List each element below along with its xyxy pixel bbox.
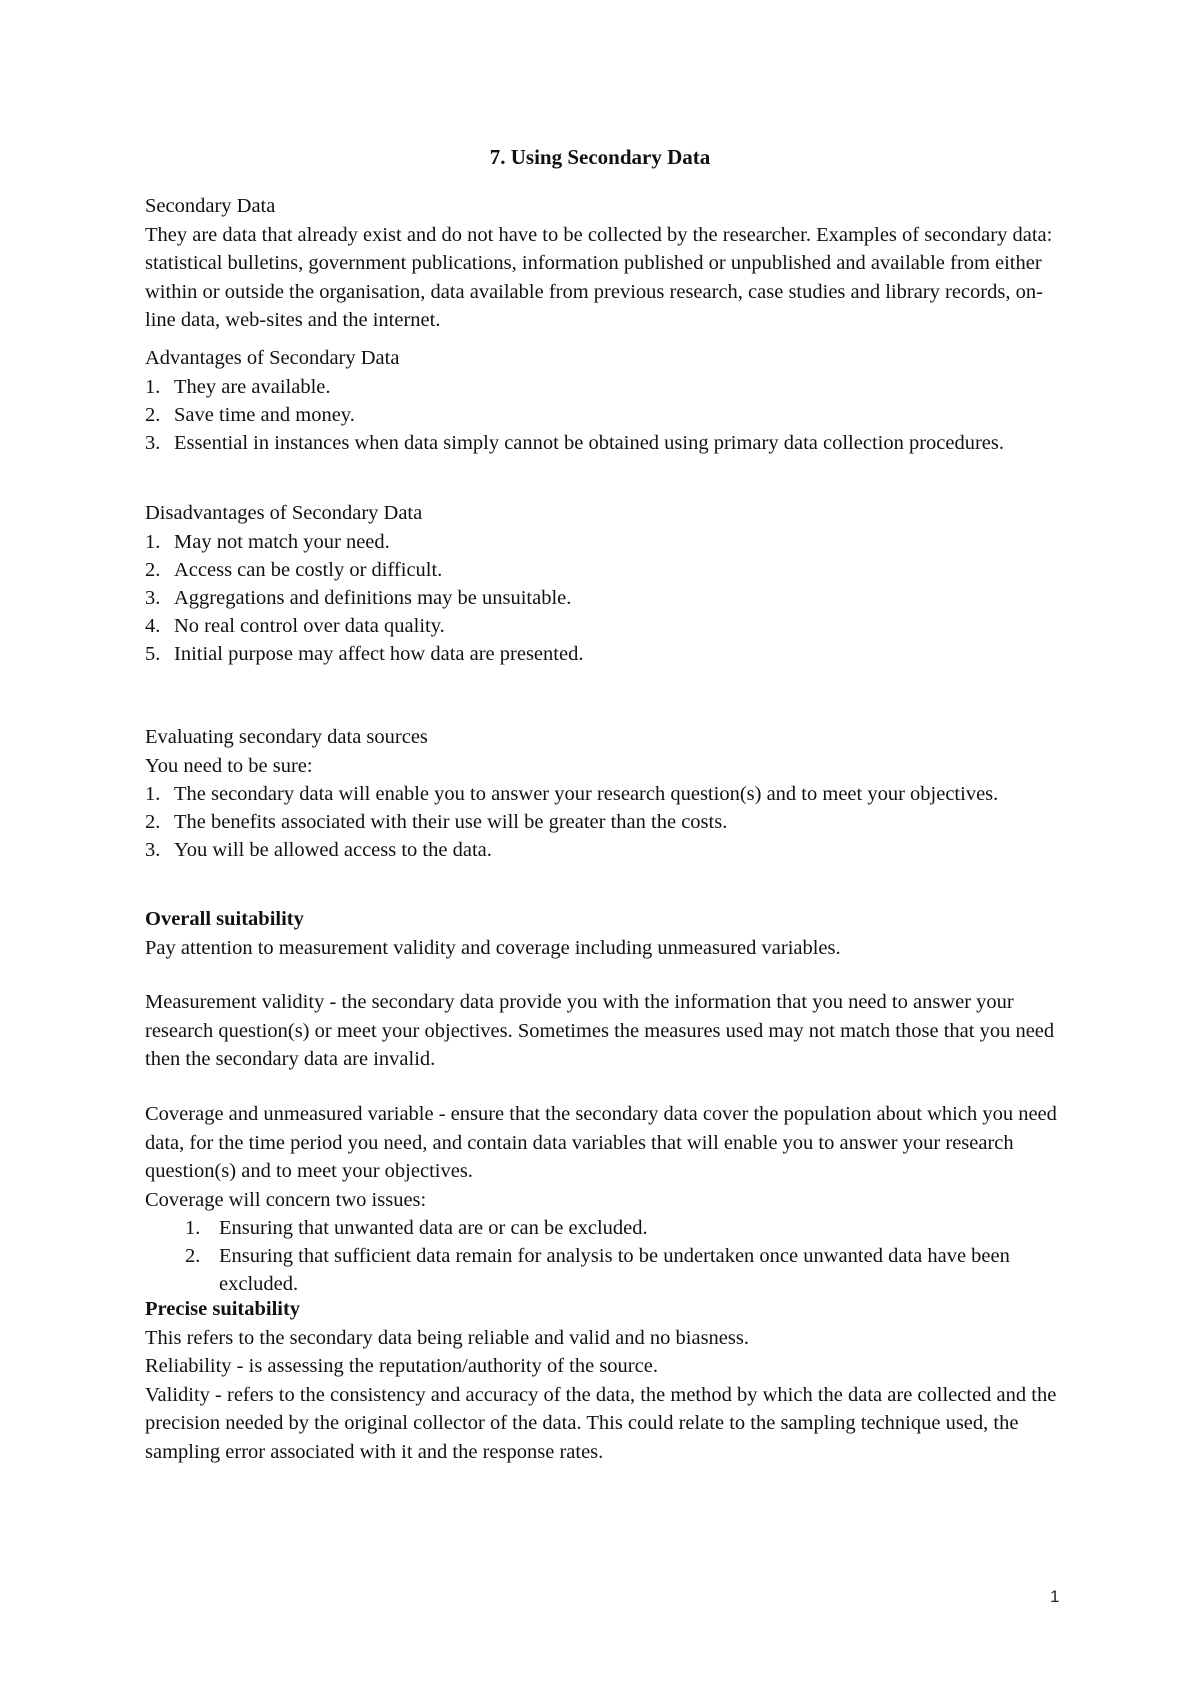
coverage-list [145,1214,1065,1298]
evaluating-section [145,723,1065,864]
list-number: 1. [145,783,161,805]
advantages-list [145,373,1065,457]
list-text: The secondary data will enable you to answer your research question(s) and to meet your objectives. [174,783,999,805]
list-text: Aggregations and definitions may be unsuitable. [174,586,572,609]
intro-heading: Secondary Data [145,195,276,217]
list-item [145,584,1065,612]
advantages-heading: Advantages of Secondary Data [145,347,400,369]
list-number: 4. [145,614,161,637]
evaluating-heading: Evaluating secondary data sources [145,726,428,748]
list-text: No real control over data quality. [174,614,445,637]
intro-section [145,192,1065,335]
measurement-validity-text: Measurement validity - the secondary data provide you with the information that you need to answer your research question(s) or meet your objectives. Sometimes the measures used may not match those that you need then the secondary data are invalid. [145,991,1055,1070]
list-number: 2. [145,403,161,426]
list-item [145,640,1065,668]
list-text: Essential in instances when data simply cannot be obtained using primary data collection procedures. [174,431,1005,454]
list-text: They are available. [174,375,331,398]
list-item [145,1214,1065,1242]
overall-heading: Overall suitability [145,908,304,930]
list-number: 2. [185,1245,201,1267]
disadvantages-heading: Disadvantages of Secondary Data [145,502,423,524]
list-number: 2. [145,811,161,833]
list-number: 2. [145,558,161,581]
page-title: 7. Using Secondary Data [489,145,711,169]
list-text: May not match your need. [174,530,390,553]
list-number: 3. [145,839,161,861]
evaluating-list [145,780,1065,864]
precise-body: This refers to the secondary data being reliable and valid and no biasness. [145,1326,749,1349]
list-text: Initial purpose may affect how data are presented. [174,642,584,665]
list-item [145,429,1065,457]
reliability-text: Reliability - is assessing the reputation/authority of the source. [145,1355,658,1377]
list-item [145,612,1065,640]
overall-suitability-section [145,905,1065,962]
list-item [145,556,1065,584]
measurement-validity-section [145,988,1065,1074]
list-item [145,373,1065,401]
list-item [145,401,1065,429]
intro-body: They are data that already exist and do not have to be collected by the researcher. Examples of secondary data: statistical bulletins, government publications, information published or unpublished and available from either within or outside the organisation, data available from previous research, case studies and library records, on-line data, web-sites and the internet. [145,223,1053,331]
disadvantages-section [145,499,1065,668]
validity-text: Validity - refers to the consistency and accuracy of the data, the method by which the data are collected and the precision needed by the original collector of the data. This could relate to the sampling technique used, the sampling error associated with it and the response rates. [145,1383,1057,1463]
list-number: 3. [145,431,161,454]
list-number: 5. [145,642,161,665]
coverage-section [145,1100,1065,1298]
list-item [145,528,1065,556]
precise-heading: Precise suitability [145,1298,301,1320]
list-item [145,780,1065,808]
list-number: 1. [145,375,161,398]
evaluating-subheading: You need to be sure: [145,754,313,777]
disadvantages-list [145,528,1065,668]
coverage-intro: Coverage will concern two issues: [145,1188,427,1211]
list-text: Ensuring that unwanted data are or can be excluded. [219,1217,648,1239]
list-text: The benefits associated with their use will be greater than the costs. [174,811,728,833]
list-text: Save time and money. [174,403,355,426]
coverage-text: Coverage and unmeasured variable - ensure that the secondary data cover the population about which you need data, for the time period you need, and contain data variables that will enable you to answer your research question(s) and to meet your objectives. [145,1103,1057,1182]
advantages-section [145,344,1065,457]
precise-suitability-section [145,1295,1065,1466]
list-item [145,836,1065,864]
list-text: Access can be costly or difficult. [174,558,443,581]
overall-body: Pay attention to measurement validity and coverage including unmeasured variables. [145,936,841,959]
page-number: 1 [1050,1587,1060,1606]
list-item [145,808,1065,836]
list-number: 3. [145,586,161,609]
list-item [145,1242,1065,1298]
list-number: 1. [185,1217,201,1239]
list-text: Ensuring that sufficient data remain for analysis to be undertaken once unwanted data have been excluded. [219,1245,1010,1295]
list-text: You will be allowed access to the data. [174,839,492,861]
list-number: 1. [145,530,161,553]
